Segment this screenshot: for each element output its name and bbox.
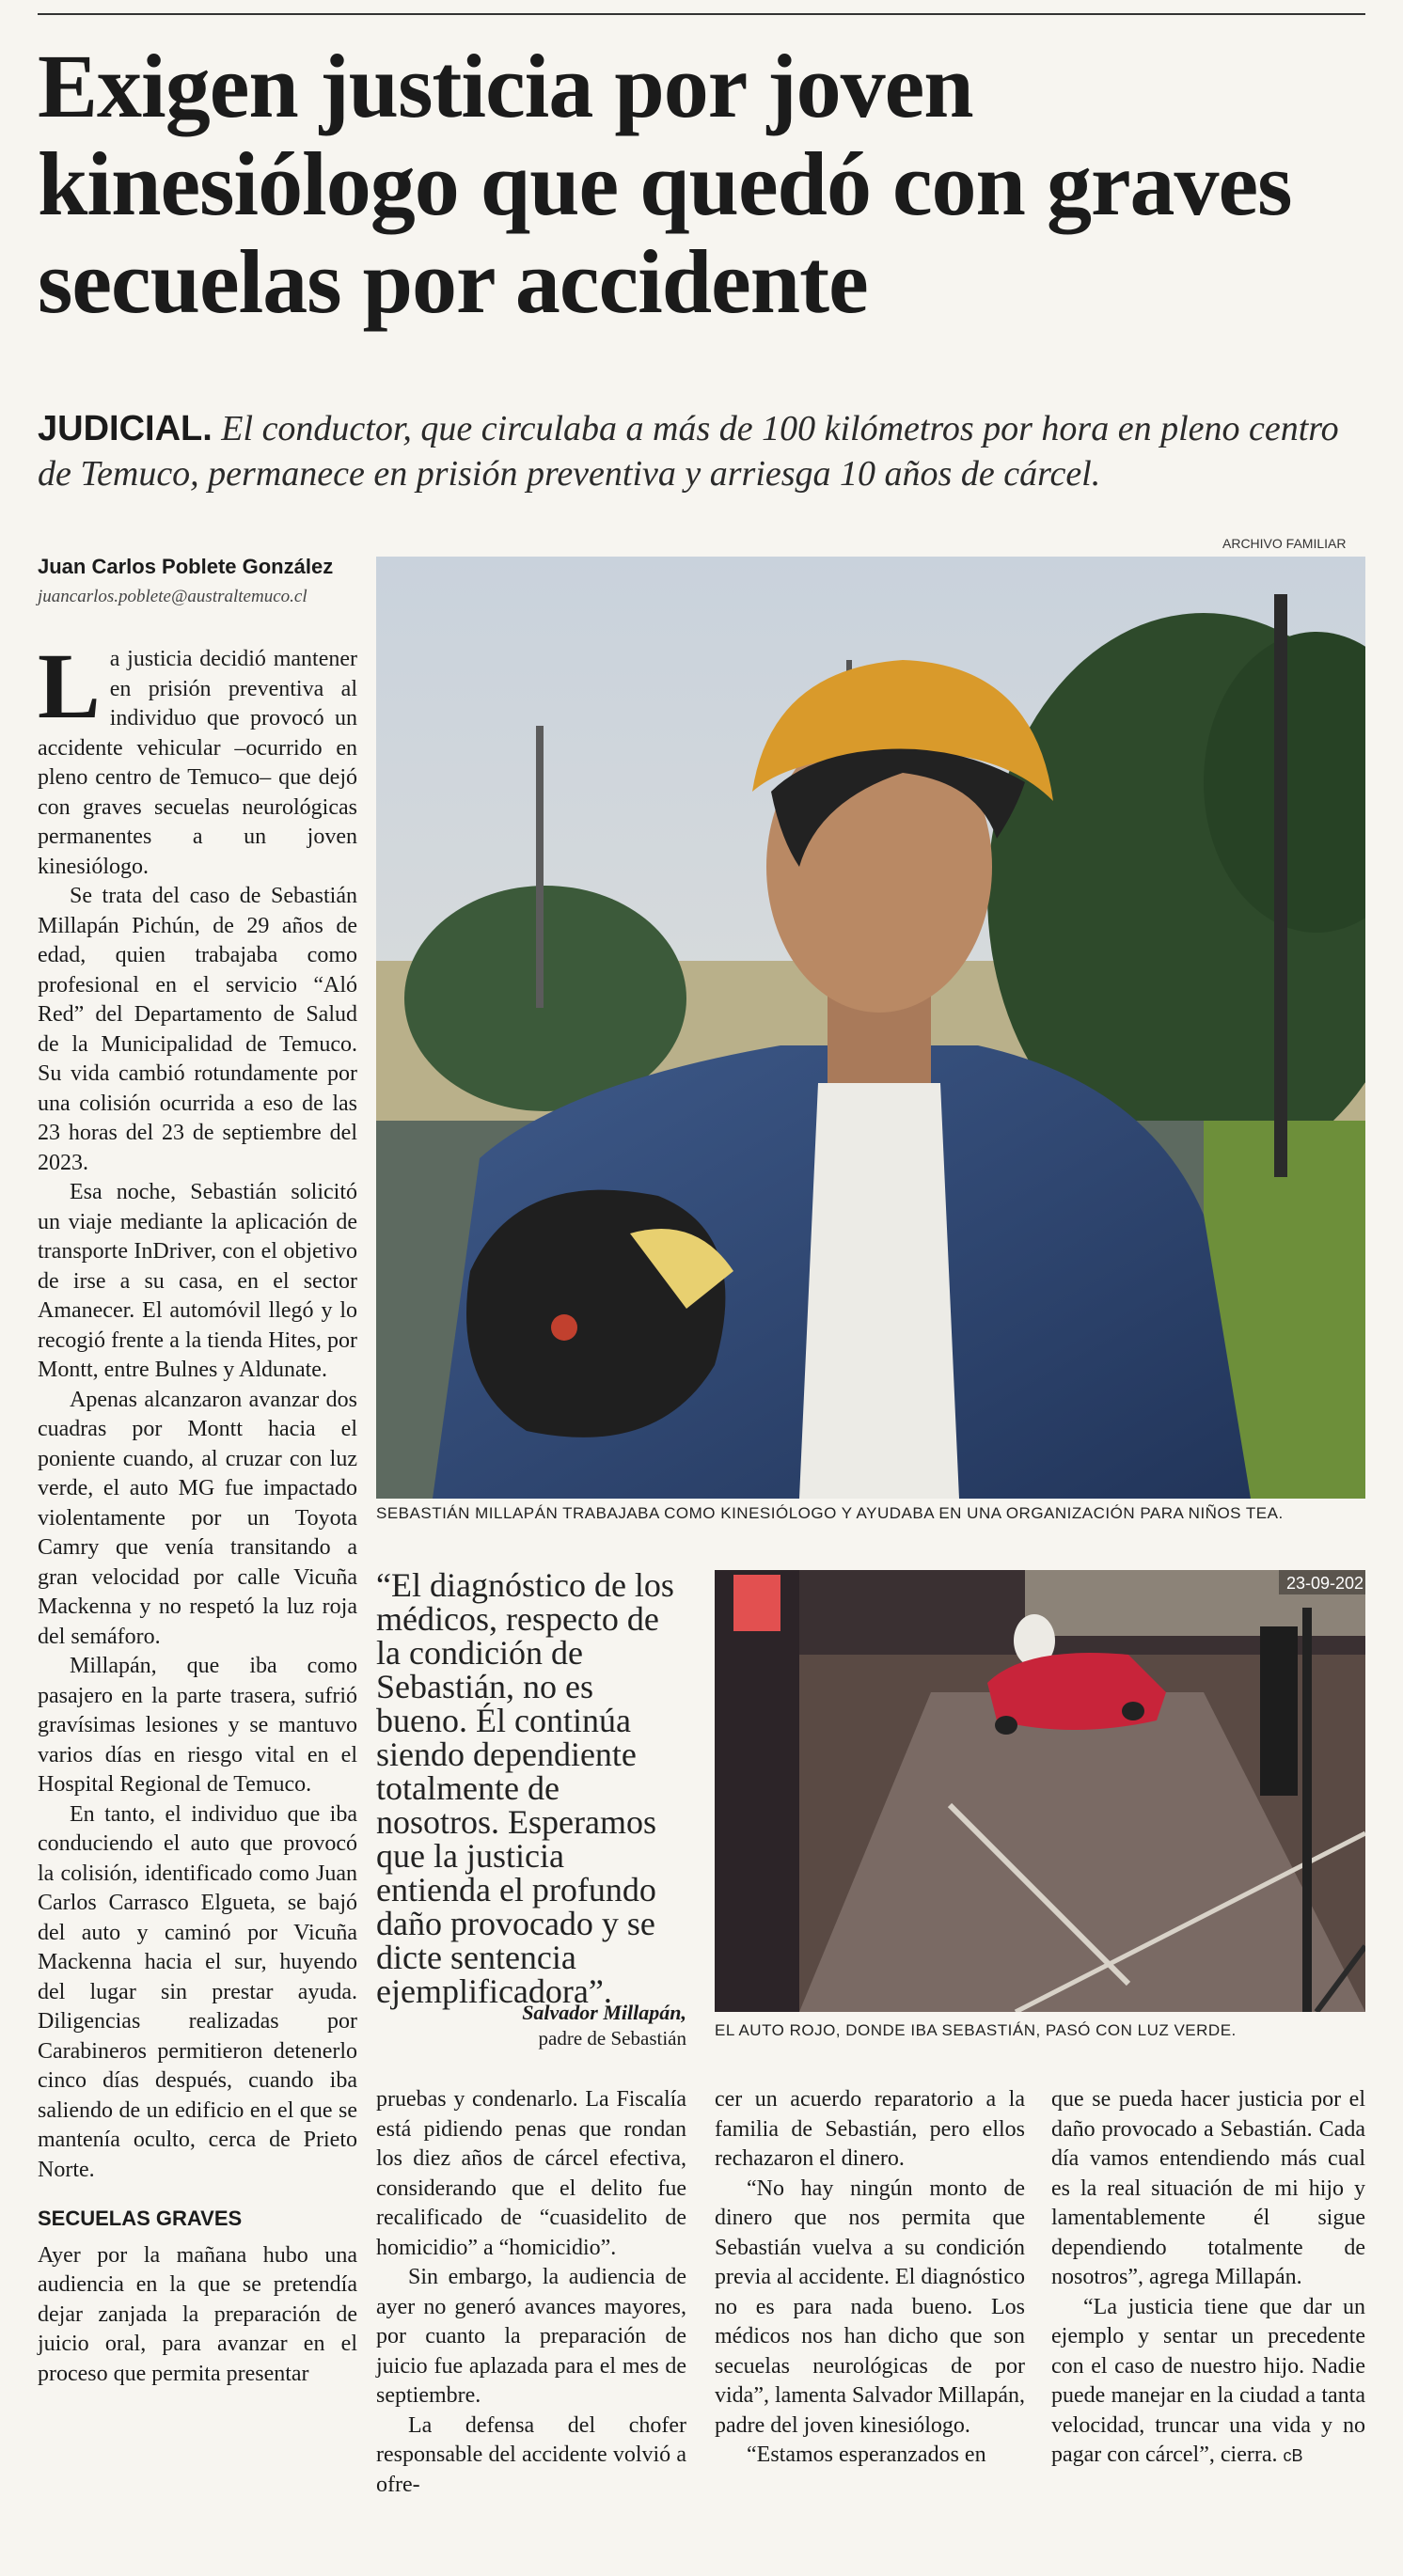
section-tag: JUDICIAL.: [38, 409, 213, 448]
street-illustration: [715, 1570, 1365, 2012]
camera-timestamp: 23-09-202: [1286, 1574, 1364, 1593]
portrait-photo: [376, 557, 1365, 1499]
byline: [38, 555, 376, 607]
paragraph: “No hay ningún monto de dinero que nos permita que Sebastián vuelva a su condición previa al accidente. El diagnóstico no es para nada bueno. Los médicos nos han dicho que son secuelas neurológicas de por vida”, lamenta Salvador Millapán, padre del joven kinesiólogo.: [715, 2175, 1025, 2438]
paragraph: La justicia decidió mantener en prisión preventiva al individuo que provocó un accidente vehicular –ocurrido en pleno centro de Temuco– que dejó con graves secuelas neurológicas permanentes a un joven kinesiólogo.: [38, 634, 357, 879]
quote-attribution-name: Salvador Millapán,: [522, 2001, 686, 2024]
paragraph: Sin embargo, la audiencia de ayer no generó avances mayores, por cuanto la preparación de juicio fue aplazada para el mes de septiembre.: [376, 2265, 686, 2408]
paragraph: Millapán, que iba como pasajero en la parte trasera, sufrió gravísimas lesiones y se mantuvo varios días en riesgo vital en el Hospital Regional de Temuco.: [38, 1654, 357, 1797]
deck-text: El conductor, que circulaba a más de 100 kilómetros por hora en pleno centro de Temuco, permanece en prisión preventiva y arriesga 10 años de cárcel.: [38, 409, 1339, 494]
paragraph: “La justicia tiene que dar un ejemplo y sentar un precedente con el caso de nuestro hijo. Nadie puede manejar en la ciudad a tanta velocidad, truncar una vida y no pagar con cárcel”, cierra. cB: [1051, 2294, 1365, 2467]
paragraph: “Estamos esperanzados en: [747, 2442, 986, 2467]
quote-attribution-role: padre de Sebastián: [538, 2027, 686, 2050]
author-email: juancarlos.poblete@australtemuco.cl: [38, 587, 307, 606]
column-4: [1051, 2085, 1365, 2472]
column-2: [376, 2085, 686, 2500]
end-mark: cB: [1283, 2446, 1303, 2465]
paragraph: La defensa del chofer responsable del accidente volvió a ofre-: [376, 2412, 686, 2497]
deck: [38, 406, 1373, 496]
column-3: [715, 2085, 1025, 2471]
photo-caption: EL AUTO ROJO, DONDE IBA SEBASTIÁN, PASÓ CON LUZ VERDE.: [715, 2021, 1237, 2039]
paragraph: En tanto, el individuo que iba conduciendo el auto que provocó la colisión, identificado como Juan Carlos Carrasco Elgueta, se bajó del auto y caminó por Vicuña Mackenna hacia el sur, huyendo del lugar sin prestar ayuda. Diligencias realizadas por Carabineros permitieron detenerlo cinco días después, cuando iba saliendo de un edificio en el que se mantenía oculto, cerca de Prieto Norte.: [38, 1801, 357, 2182]
paragraph: Apenas alcanzaron avanzar dos cuadras por Montt hacia el poniente cuando, al cruzar con luz verde, el auto MG fue impactado violentamente por un Toyota Camry que venía transitando a gran velocidad por calle Vicuña Mackenna y no respetó la luz roja del semáforo.: [38, 1387, 357, 1649]
drop-cap: L: [38, 634, 101, 738]
paragraph: cer un acuerdo reparatorio a la familia de Sebastián, pero ellos rechazaron el dinero.: [715, 2087, 1025, 2171]
author-name: Juan Carlos Poblete González: [38, 555, 334, 578]
paragraph: que se pueda hacer justicia por el daño provocado a Sebastián. Cada día vamos entendiendo más cual es la real situación de mi hijo y lamentablemente él sigue dependiendo totalmente de nosotros”, agrega Millapán.: [1051, 2087, 1365, 2289]
paragraph: Esa noche, Sebastián solicitó un viaje mediante la aplicación de transporte InDriver, con el objetivo de irse a su casa, en el sector Amanecer. El automóvil llegó y lo recogió frente a la tienda Hites, por Montt, entre Bulnes y Aldunate.: [38, 1180, 357, 1382]
photo-credit: ARCHIVO FAMILIAR: [1222, 536, 1347, 551]
subhead: SECUELAS GRAVES: [38, 2207, 243, 2230]
pull-quote: “El diagnóstico de los médicos, respecto de la condición de Sebastián, no es bueno. Él continúa siendo dependiente totalmente de nosotros. Esperamos que la justicia entienda el profundo daño provocado y se dicte sentencia ejemplificadora”.: [376, 1566, 674, 2010]
crash-camera-photo: [715, 1570, 1365, 2012]
photo-caption: SEBASTIÁN MILLAPÁN TRABAJABA COMO KINESIÓLOGO Y AYUDABA EN UNA ORGANIZACIÓN PARA NIÑOS TEA.: [376, 1504, 1284, 1522]
top-rule: [38, 13, 1365, 15]
paragraph: Se trata del caso de Sebastián Millapán Pichún, de 29 años de edad, quien trabajaba como profesional en el servicio “Aló Red” del Departamento de Salud de la Municipalidad de Temuco. Su vida cambió rotundamente por una colisión ocurrida a eso de las 23 horas del 23 de septiembre del 2023.: [38, 884, 357, 1175]
portrait-illustration: [376, 557, 1365, 1499]
paragraph: pruebas y condenarlo. La Fiscalía está pidiendo penas que rondan los diez años de cárcel efectiva, considerando que el delito fue recalificado de “cuasidelito de homicidio” a “homicidio”.: [376, 2087, 686, 2260]
headline: Exigen justicia por joven kinesiólogo que quedó con graves secuelas por accidente: [38, 36, 1292, 332]
column-1: [38, 634, 357, 2389]
paragraph: Ayer por la mañana hubo una audiencia en la que se pretendía dejar zanjada la preparación de juicio oral, para avanzar en el proceso que permita presentar: [38, 2242, 357, 2386]
